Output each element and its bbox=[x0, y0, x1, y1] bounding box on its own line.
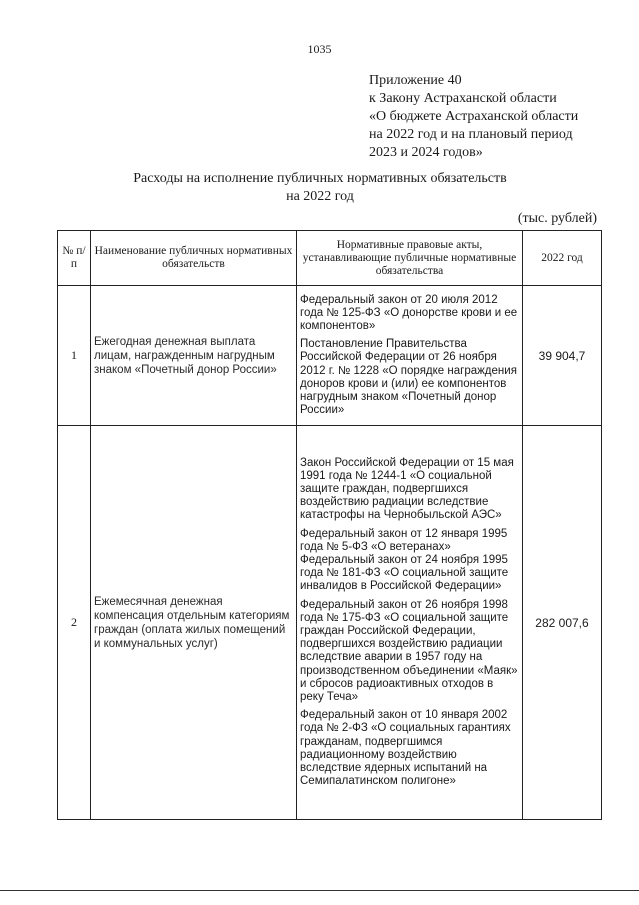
appendix-line: «О бюджете Астраханской области bbox=[369, 109, 579, 124]
appendix-line: 2023 и 2024 годов» bbox=[369, 145, 483, 160]
document-title bbox=[60, 170, 580, 206]
row-value: 39 904,7 bbox=[523, 286, 602, 426]
header-num: № п/п bbox=[58, 231, 91, 286]
document-title-line: на 2022 год bbox=[286, 189, 354, 204]
appendix-block bbox=[369, 72, 629, 162]
header-name: Наименование публичных нормативных обязательств bbox=[91, 231, 297, 286]
row-acts bbox=[297, 426, 523, 820]
appendix-line: на 2022 год и на плановый период bbox=[369, 127, 573, 142]
header-year: 2022 год bbox=[523, 231, 602, 286]
legal-act: Федеральный закон от 20 июля 2012 года № 125-ФЗ «О донорстве крови и ее компонентов» bbox=[300, 293, 518, 332]
document-title-line: Расходы на исполнение публичных нормативных обязательств bbox=[133, 171, 507, 186]
row-name: Ежегодная денежная выплата лицам, награжденным нагрудным знаком «Почетный донор России» bbox=[91, 286, 297, 426]
legal-act: Постановление Правительства Российской Федерации от 26 ноября 2012 г. № 1228 «О порядке награждения доноров крови и (или) ее компонентов нагрудным знаком «Почетный донор России» bbox=[300, 338, 517, 417]
row-value: 282 007,6 bbox=[523, 426, 602, 820]
row-num: 2 bbox=[58, 426, 91, 820]
legal-act: Федеральный закон от 10 января 2002 года № 2-ФЗ «О социальных гарантиях гражданам, подвергшимся радиационному воздействию вследствие ядерных испытаний на Семипалатинском полигоне» bbox=[300, 709, 511, 788]
units-label: (тыс. рублей) bbox=[517, 211, 597, 226]
legal-act: Федеральный закон от 26 ноября 1998 года № 175-ФЗ «О социальной защите граждан Российской Федерации, подвергшихся воздействию радиации вследствие аварии в 1957 году на производственном объединении «Маяк» и сбросов радиоактивных отходов в реку Теча» bbox=[300, 598, 518, 704]
table-header-row bbox=[58, 231, 602, 286]
header-acts: Нормативные правовые акты, устанавливающие публичные нормативные обязательства bbox=[297, 231, 523, 286]
page-number: 1035 bbox=[307, 42, 332, 56]
row-acts bbox=[297, 286, 523, 426]
appendix-line: Приложение 40 bbox=[369, 73, 462, 88]
page-bottom-rule bbox=[0, 890, 639, 891]
table-row bbox=[58, 286, 602, 426]
obligations-table bbox=[57, 230, 602, 820]
table-row bbox=[58, 426, 602, 820]
legal-act: Закон Российской Федерации от 15 мая 1991 года № 1244-1 «О социальной защите граждан, подвергшихся воздействию радиации вследствие катастрофы на Чернобыльской АЭС» bbox=[300, 456, 514, 522]
row-num: 1 bbox=[58, 286, 91, 426]
legal-act: Федеральный закон от 12 января 1995 года № 5-ФЗ «О ветеранах» Федеральный закон от 24 ноября 1995 года № 181-ФЗ «О социальной защите инвалидов в Российской Федерации» bbox=[300, 527, 509, 593]
row-name: Ежемесячная денежная компенсация отдельным категориям граждан (оплата жилых помещений и коммунальных услуг) bbox=[91, 426, 297, 820]
appendix-line: к Закону Астраханской области bbox=[369, 91, 557, 106]
